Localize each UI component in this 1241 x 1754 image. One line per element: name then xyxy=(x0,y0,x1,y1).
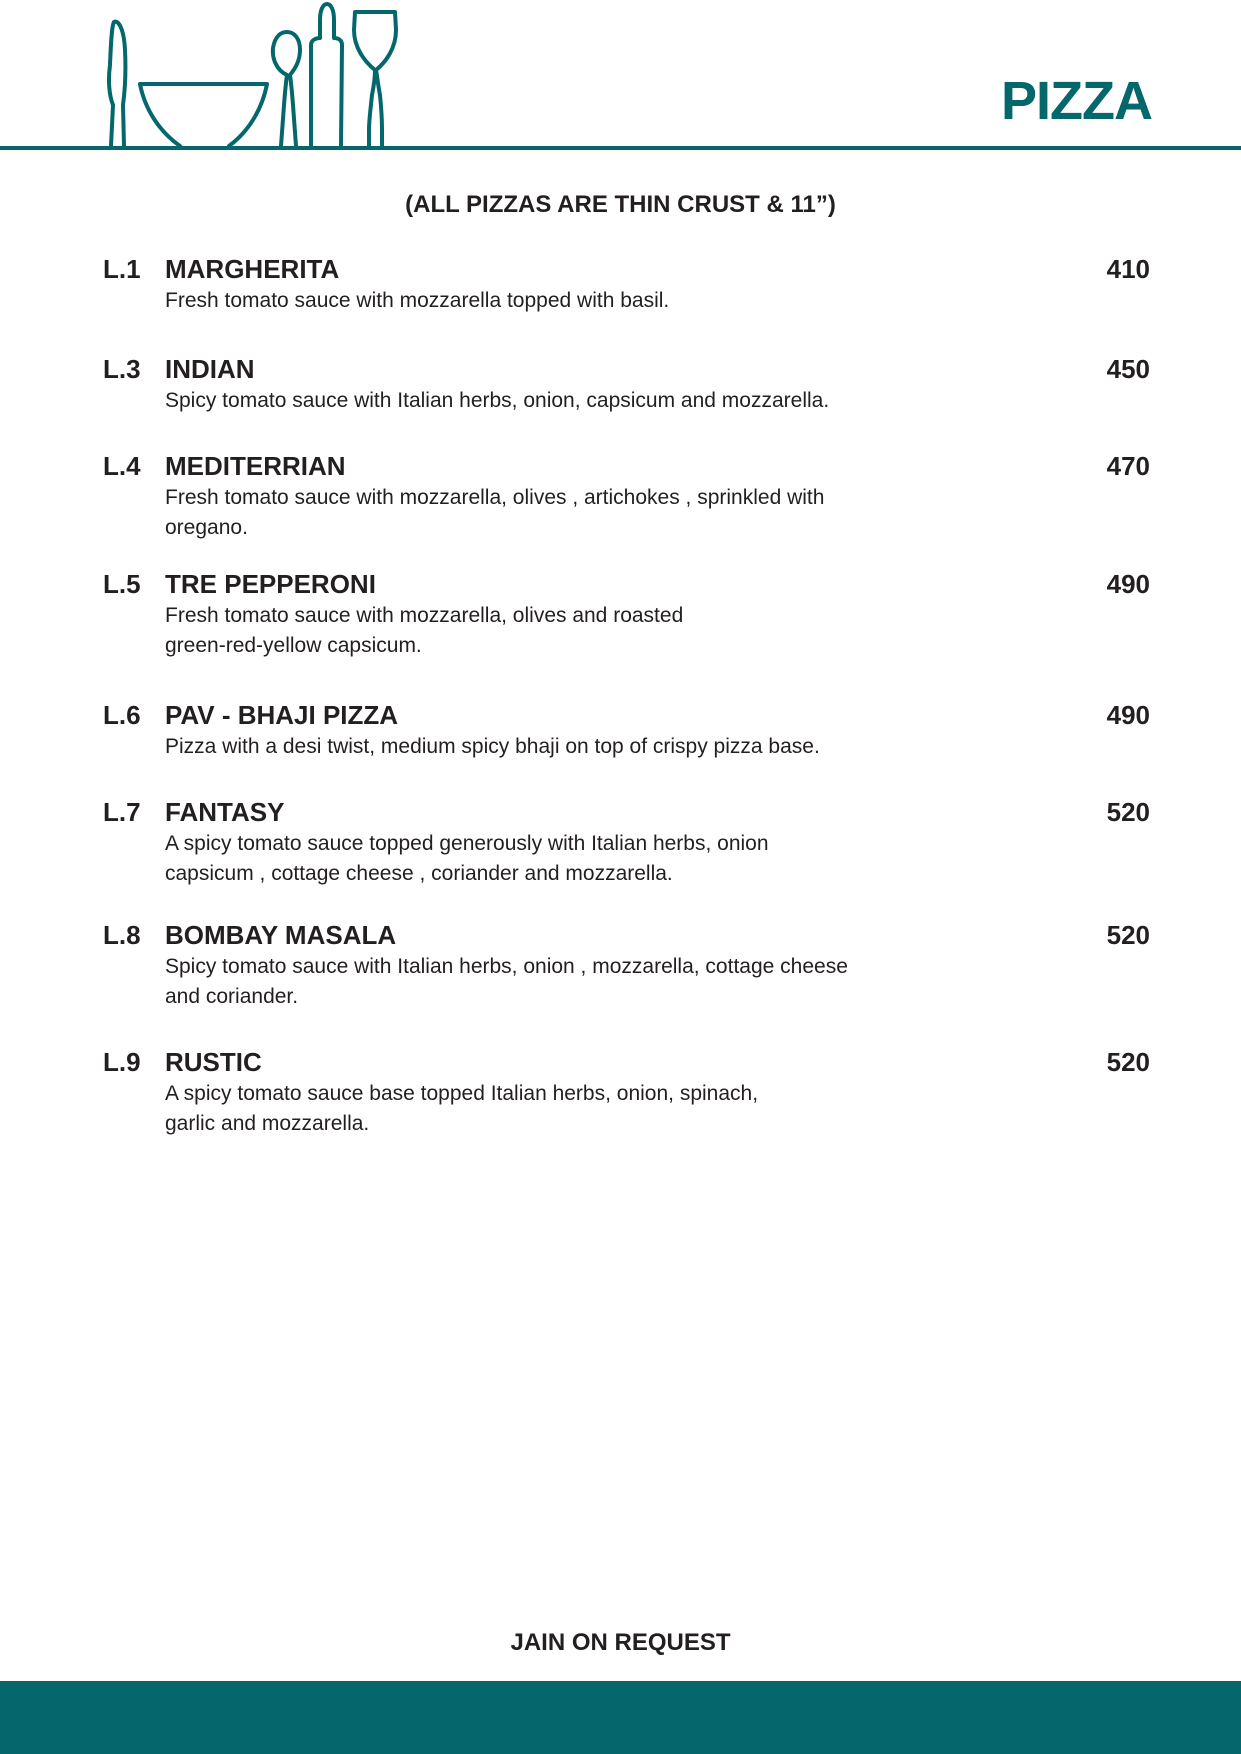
menu-item xyxy=(103,797,1150,897)
item-code: L.6 xyxy=(103,700,141,730)
menu-item xyxy=(103,354,1150,454)
menu-item xyxy=(103,569,1150,669)
item-description: Pizza with a desi twist, medium spicy bhaji on top of crispy pizza base. xyxy=(165,735,820,758)
item-price: 490 xyxy=(1106,569,1150,599)
item-name: INDIAN xyxy=(165,354,255,384)
item-name: MARGHERITA xyxy=(165,254,340,284)
item-description: A spicy tomato sauce topped generously with Italian herbs, onion capsicum , cottage cheese , coriander and mozzarella. xyxy=(165,832,769,885)
item-price: 410 xyxy=(1106,254,1150,284)
item-code: L.5 xyxy=(103,569,141,599)
menu-item xyxy=(103,451,1150,551)
item-code: L.1 xyxy=(103,254,141,284)
wine-glass-icon xyxy=(354,12,396,146)
item-name: BOMBAY MASALA xyxy=(165,920,397,950)
spoon-icon xyxy=(273,32,300,146)
item-description: Spicy tomato sauce with Italian herbs, onion , mozzarella, cottage cheese and coriander. xyxy=(165,955,848,1008)
page-title: PIZZA xyxy=(1001,71,1152,131)
menu-item xyxy=(103,1047,1150,1147)
item-code: L.9 xyxy=(103,1047,141,1077)
knife-icon xyxy=(109,22,125,146)
item-code: L.4 xyxy=(103,451,141,481)
item-description: Fresh tomato sauce with mozzarella, olives , artichokes , sprinkled with oregano. xyxy=(165,486,825,539)
bowl-icon xyxy=(140,84,267,146)
bottle-icon xyxy=(311,4,342,146)
item-description: Spicy tomato sauce with Italian herbs, onion, capsicum and mozzarella. xyxy=(165,389,830,412)
item-name: RUSTIC xyxy=(165,1047,262,1077)
item-name: PAV - BHAJI PIZZA xyxy=(165,700,399,730)
menu-item xyxy=(103,254,1150,354)
item-description: Fresh tomato sauce with mozzarella, olives and roasted green-red-yellow capsicum. xyxy=(165,604,684,657)
item-price: 520 xyxy=(1106,920,1150,950)
item-price: 470 xyxy=(1106,451,1150,481)
item-description: A spicy tomato sauce base topped Italian herbs, onion, spinach, garlic and mozzarella. xyxy=(165,1082,759,1135)
item-description: Fresh tomato sauce with mozzarella topped with basil. xyxy=(165,289,670,312)
item-code: L.7 xyxy=(103,797,141,827)
item-price: 520 xyxy=(1106,1047,1150,1077)
menu-item xyxy=(103,700,1150,800)
item-name: FANTASY xyxy=(165,797,285,827)
item-price: 450 xyxy=(1106,354,1150,384)
item-price: 520 xyxy=(1106,797,1150,827)
item-code: L.8 xyxy=(103,920,141,950)
item-name: TRE PEPPERONI xyxy=(165,569,376,599)
item-price: 490 xyxy=(1106,700,1150,730)
footer-bar xyxy=(0,1681,1241,1754)
item-name: MEDITERRIAN xyxy=(165,451,346,481)
menu-item xyxy=(103,920,1150,1020)
menu-subtitle: (ALL PIZZAS ARE THIN CRUST & 11”) xyxy=(405,191,836,218)
item-code: L.3 xyxy=(103,354,141,384)
jain-on-request-note: JAIN ON REQUEST xyxy=(510,1629,731,1656)
